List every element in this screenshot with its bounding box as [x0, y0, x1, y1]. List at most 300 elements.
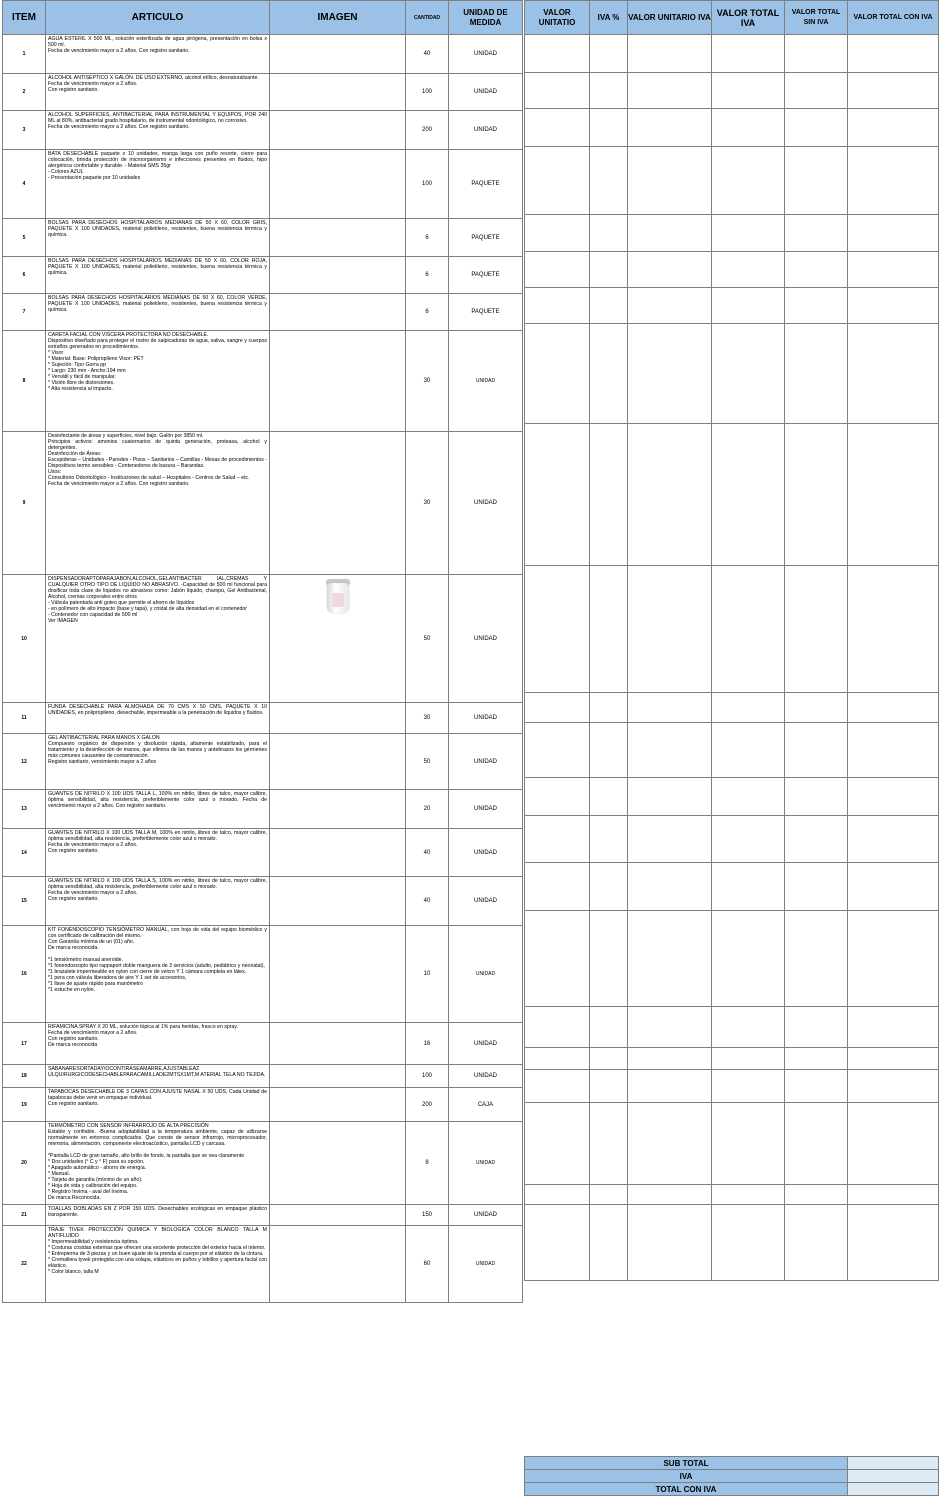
- price-cell-valor-unitario-iva[interactable]: [628, 1007, 712, 1048]
- price-cell-valor-unitario[interactable]: [525, 911, 590, 1007]
- item-quantity: 200: [406, 111, 449, 150]
- price-cell-valor-total-con-iva[interactable]: [848, 147, 939, 215]
- item-unit: UNIDAD: [449, 111, 523, 150]
- item-description: RIFAMICINA SPRAY X 20 ML, solución tópica al 1% para heridas, frasco en spray. Fecha de vencimiento mayor a 2 años. Con registro sanitario. De marca reconocida: [46, 1023, 270, 1065]
- price-cell-valor-total-sin-iva[interactable]: [785, 863, 848, 911]
- price-cell-valor-unitario[interactable]: [525, 424, 590, 566]
- price-cell-iva-pct[interactable]: [590, 73, 628, 109]
- item-description: CARETA FACIAL CON VISCERA PROTECTORA NO DESECHABLE. Dispositivo diseñado para proteger el rostro de salpicaduras de agua, saliva, sangre y cuerpos extraños generados en procedimientos. * Visor * Material: Base: Polipropileno Visor: PET * Sujeción: Tipo Gorra pp * Largo: 230 mm - Ancho:194 mm * Versátil y fácil de manipular. * Visión libre de distorsiones. * Alta resistencia al impacto.: [46, 331, 270, 432]
- price-cell-valor-total-iva[interactable]: [712, 1103, 785, 1185]
- price-row: [525, 911, 939, 1007]
- item-quantity: 100: [406, 1065, 449, 1088]
- price-cell-valor-unitario-iva[interactable]: [628, 1103, 712, 1185]
- price-cell-valor-unitario[interactable]: [525, 1070, 590, 1103]
- price-row: [525, 1007, 939, 1048]
- price-row: [525, 252, 939, 288]
- price-cell-iva-pct[interactable]: [590, 35, 628, 73]
- price-cell-valor-total-con-iva[interactable]: [848, 723, 939, 778]
- item-number: 5: [3, 219, 46, 257]
- price-cell-valor-unitario[interactable]: [525, 288, 590, 324]
- price-row: [525, 288, 939, 324]
- table-row: [3, 1122, 523, 1205]
- item-image-cell: [270, 74, 406, 111]
- item-number: 14: [3, 829, 46, 877]
- item-unit: UNIDAD: [449, 926, 523, 1023]
- item-unit: UNIDAD: [449, 1023, 523, 1065]
- iva-value[interactable]: [848, 1470, 939, 1483]
- header-item: ITEM: [3, 1, 46, 35]
- price-cell-valor-unitario[interactable]: [525, 816, 590, 863]
- price-cell-iva-pct[interactable]: [590, 109, 628, 147]
- item-quantity: 100: [406, 74, 449, 111]
- price-cell-valor-total-iva[interactable]: [712, 1205, 785, 1281]
- total-value[interactable]: [848, 1483, 939, 1496]
- item-description: ALCOHOL SUPERFICIES, ANTIBACTERIAL PARA INSTRUMENTAL Y EQUIPOS, POR 240 ML al 80%, antibacterial grado hospitalario, de instrumental odontológico, no corrosivo. Fecha de vencimiento mayor a 2 años. Con registro sanitario.: [46, 111, 270, 150]
- price-cell-valor-unitario-iva[interactable]: [628, 723, 712, 778]
- price-cell-valor-total-iva[interactable]: [712, 816, 785, 863]
- item-unit: UNIDAD: [449, 1226, 523, 1303]
- item-unit: UNIDAD: [449, 877, 523, 926]
- price-cell-valor-total-iva[interactable]: [712, 147, 785, 215]
- price-cell-valor-total-sin-iva[interactable]: [785, 324, 848, 424]
- price-cell-valor-total-sin-iva[interactable]: [785, 693, 848, 723]
- price-cell-valor-unitario[interactable]: [525, 723, 590, 778]
- table-row: [3, 877, 523, 926]
- table-row: [3, 1023, 523, 1065]
- price-row: [525, 816, 939, 863]
- item-image-cell: [270, 35, 406, 74]
- subtotal-value[interactable]: [848, 1457, 939, 1470]
- price-cell-valor-unitario-iva[interactable]: [628, 324, 712, 424]
- price-cell-valor-total-sin-iva[interactable]: [785, 109, 848, 147]
- price-cell-valor-total-con-iva[interactable]: [848, 252, 939, 288]
- item-number: 9: [3, 432, 46, 575]
- price-row: [525, 147, 939, 215]
- item-description: BOLSAS PARA DESECHOS HOSPITALARIOS MEDIANAS DE 50 X 60, COLOR GRIS, PAQUETE X 100 UNIDADES, material polietileno, resistentes, buena resistencia térmica y química.: [46, 219, 270, 257]
- total-row: [525, 1483, 939, 1496]
- price-cell-valor-unitario[interactable]: [525, 35, 590, 73]
- price-cell-valor-total-sin-iva[interactable]: [785, 566, 848, 693]
- price-cell-valor-unitario-iva[interactable]: [628, 816, 712, 863]
- item-unit: UNIDAD: [449, 829, 523, 877]
- item-quantity: 8: [406, 1122, 449, 1205]
- item-unit: CAJA: [449, 1088, 523, 1122]
- item-unit: UNIDAD: [449, 703, 523, 734]
- price-cell-valor-unitario[interactable]: [525, 778, 590, 816]
- price-cell-valor-unitario-iva[interactable]: [628, 35, 712, 73]
- item-description: Desinfectante de áreas y superficies, nivel bajo. Galón por 3850 ml. Principios activos: amonios cuaternarios de quinta generación, proteasa, alcohol y detergentes. Desinfección de Áreas: Escupideras – Unidades - Paredes - Pisos – Sanitarios – Camillas - Mesas de procedimientos - Dispositivos termo sensibles - Contenedores de basura – Barandas. Usos: Consultorio Odontológico - Instituciones de salud – Hospitales - Centros de Salud – etc. Fecha de vencimiento mayor a 2 años. Con registro sanitario.: [46, 432, 270, 575]
- price-cell-valor-total-con-iva[interactable]: [848, 109, 939, 147]
- price-cell-valor-total-iva[interactable]: [712, 288, 785, 324]
- price-cell-valor-unitario-iva[interactable]: [628, 566, 712, 693]
- item-unit: UNIDAD: [449, 35, 523, 74]
- price-cell-valor-total-iva[interactable]: [712, 252, 785, 288]
- price-cell-valor-unitario[interactable]: [525, 1185, 590, 1205]
- price-cell-valor-total-iva[interactable]: [712, 778, 785, 816]
- header-valor-unitario: VALOR UNITATIO: [525, 1, 590, 35]
- price-cell-valor-total-sin-iva[interactable]: [785, 911, 848, 1007]
- item-quantity: 50: [406, 734, 449, 790]
- item-number: 17: [3, 1023, 46, 1065]
- item-image-cell: [270, 432, 406, 575]
- item-image-cell: [270, 829, 406, 877]
- price-cell-valor-total-iva[interactable]: [712, 911, 785, 1007]
- price-cell-valor-unitario[interactable]: [525, 1205, 590, 1281]
- price-cell-valor-total-sin-iva[interactable]: [785, 73, 848, 109]
- header-valor-total-sin-iva: VALOR TOTAL SIN IVA: [785, 1, 848, 35]
- price-cell-valor-total-con-iva[interactable]: [848, 73, 939, 109]
- item-unit: UNIDAD: [449, 74, 523, 111]
- item-number: 15: [3, 877, 46, 926]
- item-image-cell: [270, 703, 406, 734]
- price-cell-valor-unitario-iva[interactable]: [628, 147, 712, 215]
- price-cell-valor-total-sin-iva[interactable]: [785, 1205, 848, 1281]
- price-cell-valor-total-iva[interactable]: [712, 424, 785, 566]
- price-cell-valor-total-sin-iva[interactable]: [785, 1070, 848, 1103]
- item-quantity: 6: [406, 219, 449, 257]
- price-cell-valor-unitario-iva[interactable]: [628, 215, 712, 252]
- item-quantity: 200: [406, 1088, 449, 1122]
- price-cell-valor-unitario[interactable]: [525, 863, 590, 911]
- price-cell-valor-total-sin-iva[interactable]: [785, 816, 848, 863]
- price-cell-valor-total-iva[interactable]: [712, 1070, 785, 1103]
- price-cell-iva-pct[interactable]: [590, 252, 628, 288]
- item-number: 3: [3, 111, 46, 150]
- price-row: [525, 109, 939, 147]
- item-unit: UNIDAD: [449, 1205, 523, 1226]
- item-image-cell: [270, 150, 406, 219]
- price-cell-iva-pct[interactable]: [590, 1048, 628, 1070]
- total-label: TOTAL CON IVA: [525, 1483, 848, 1496]
- price-cell-valor-total-con-iva[interactable]: [848, 35, 939, 73]
- item-description: GUANTES DE NITRILO X 100 UDS TALLA M, 100% en nitrilo, libres de talco, mayor calibre, óptima sensibilidad, alta resistencia, preferiblemente color azul o morado. Fecha de vencimiento mayor a 2 años. Con registro sanitario.: [46, 829, 270, 877]
- price-row: [525, 324, 939, 424]
- price-cell-valor-total-con-iva[interactable]: [848, 863, 939, 911]
- price-cell-valor-total-sin-iva[interactable]: [785, 1048, 848, 1070]
- price-cell-valor-unitario-iva[interactable]: [628, 1048, 712, 1070]
- table-row: [3, 331, 523, 432]
- price-cell-valor-total-iva[interactable]: [712, 1185, 785, 1205]
- item-description: BOLSAS PARA DESECHOS HOSPITALARIOS MEDIANAS DE 50 X 60, COLOR VERDE, PAQUETE X 100 UNIDADES, material polietileno, resistentes, buena resistencia térmica y química.: [46, 294, 270, 331]
- item-image-cell: [270, 257, 406, 294]
- price-cell-valor-total-iva[interactable]: [712, 566, 785, 693]
- price-cell-valor-unitario-iva[interactable]: [628, 109, 712, 147]
- price-cell-valor-unitario[interactable]: [525, 109, 590, 147]
- subtotal-row: [525, 1457, 939, 1470]
- price-cell-valor-unitario[interactable]: [525, 215, 590, 252]
- price-cell-valor-total-con-iva[interactable]: [848, 1103, 939, 1185]
- header-imagen: IMAGEN: [270, 1, 406, 35]
- item-number: 18: [3, 1065, 46, 1088]
- price-cell-iva-pct[interactable]: [590, 215, 628, 252]
- iva-row: [525, 1470, 939, 1483]
- price-cell-iva-pct[interactable]: [590, 778, 628, 816]
- price-row: [525, 424, 939, 566]
- price-row: [525, 1070, 939, 1103]
- table-row: [3, 219, 523, 257]
- price-cell-valor-total-sin-iva[interactable]: [785, 424, 848, 566]
- price-cell-iva-pct[interactable]: [590, 147, 628, 215]
- price-cell-iva-pct[interactable]: [590, 1007, 628, 1048]
- table-row: [3, 432, 523, 575]
- item-number: 16: [3, 926, 46, 1023]
- table-row: [3, 575, 523, 703]
- item-description: TERMÓMETRO CON SENSOR INFRARROJO DE ALTA PRECISIÓN Estable y confiable. -Buena adaptabilidad a la temperatura ambiente, capaz de utilizarse normalmente en entornos complicados. Que conste de sensor infrarrojo, microprocesador, memoria, alimentación, componente electroacústico, pantalla LCD y carcasa. *Pantalla LCD de gran tamaño, alto brillo de fondo, la pantalla que se vea claramente * Dos unidades (° C y ° F) para su opción. * Apagado automático - ahorro de energía. * Manual. * Tarjeta de garantía (mínimo de un año). * Hoja de vida y calibración del equipo. * Registro Invima - aval del Invima. De marca Reconocida.: [46, 1122, 270, 1205]
- price-cell-valor-total-iva[interactable]: [712, 73, 785, 109]
- item-number: 22: [3, 1226, 46, 1303]
- price-cell-iva-pct[interactable]: [590, 911, 628, 1007]
- table-row: [3, 790, 523, 829]
- price-cell-valor-unitario-iva[interactable]: [628, 863, 712, 911]
- item-number: 13: [3, 790, 46, 829]
- price-cell-valor-unitario-iva[interactable]: [628, 252, 712, 288]
- price-cell-valor-total-con-iva[interactable]: [848, 778, 939, 816]
- price-cell-valor-unitario[interactable]: [525, 73, 590, 109]
- price-cell-valor-total-iva[interactable]: [712, 109, 785, 147]
- price-row: [525, 778, 939, 816]
- item-quantity: 30: [406, 432, 449, 575]
- item-unit: UNIDAD: [449, 1065, 523, 1088]
- price-cell-valor-total-con-iva[interactable]: [848, 424, 939, 566]
- table-row: [3, 926, 523, 1023]
- header-valor-total-iva: VALOR TOTAL IVA: [712, 1, 785, 35]
- price-cell-valor-unitario[interactable]: [525, 693, 590, 723]
- header-iva-pct: IVA %: [590, 1, 628, 35]
- price-cell-valor-total-con-iva[interactable]: [848, 816, 939, 863]
- item-description: DISPENSADORAPTOPARAJABON,ALCOHOL,GELANTIBACTER IAL,CREMAS Y CUALQUIER OTRO TIPO DE LIQUIDO NO ABRASIVO. -Capacidad de 500 ml funcional para dosificar toda clase de líquidos no abrasivos como: Jabón líquido, champú, Gel Antibacterial, Alcohol, cremas corporales entre otros - Válvula patentada anti goteo que permite el ahorro de líquidos - en polímero de alto impacto (base y tapa), y cristal de alta densidad en el contenedor - Contenedor con capacidad de 500 ml Ver IMAGEN: [46, 575, 270, 703]
- item-description: KIT FONENDOSCOPIO TENSIÓMETRO MANUAL, con hoja de vida del equipo biomédico y con certificado de calibración del mismo. Con Garantía mínima de un (01) año. De marca reconocida. *1 tensiómetro manual aneroide. *1 fonendoscopio tipo rappaport doble manguera de 3 servicios (adulto, pediátrico y neonatal), *1 brazalete impermeable en nylon con cierre de velcro Y 1 cámara completa en látex. *1 pera con válvula liberadora de aire Y 1 set de accesorios, *1 llave de ajuste rápido para manómetro *1 estuche en nylon.: [46, 926, 270, 1023]
- price-row: [525, 566, 939, 693]
- item-image-cell: [270, 1122, 406, 1205]
- price-cell-valor-total-con-iva[interactable]: [848, 911, 939, 1007]
- price-cell-valor-unitario[interactable]: [525, 252, 590, 288]
- price-cell-valor-total-iva[interactable]: [712, 863, 785, 911]
- price-row: [525, 1205, 939, 1281]
- table-row: [3, 111, 523, 150]
- item-unit: UNIDAD: [449, 734, 523, 790]
- price-cell-valor-unitario-iva[interactable]: [628, 1185, 712, 1205]
- table-row: [3, 257, 523, 294]
- item-quantity: 30: [406, 331, 449, 432]
- price-cell-valor-total-iva[interactable]: [712, 324, 785, 424]
- price-cell-valor-total-con-iva[interactable]: [848, 693, 939, 723]
- items-table: [2, 0, 523, 1303]
- price-row: [525, 723, 939, 778]
- item-quantity: 20: [406, 790, 449, 829]
- price-cell-valor-total-con-iva[interactable]: [848, 324, 939, 424]
- price-cell-valor-unitario[interactable]: [525, 1007, 590, 1048]
- price-cell-iva-pct[interactable]: [590, 693, 628, 723]
- table-row: [3, 1065, 523, 1088]
- item-unit: UNIDAD: [449, 575, 523, 703]
- price-cell-valor-total-sin-iva[interactable]: [785, 1103, 848, 1185]
- price-cell-valor-total-iva[interactable]: [712, 693, 785, 723]
- table-row: [3, 35, 523, 74]
- item-image-cell: [270, 331, 406, 432]
- table-row: [3, 734, 523, 790]
- item-number: 1: [3, 35, 46, 74]
- item-image-cell: [270, 1226, 406, 1303]
- item-quantity: 10: [406, 926, 449, 1023]
- item-image-cell: [270, 219, 406, 257]
- item-description: BATA DESECHABLE paquete x 10 unidades, manga larga con puño resorte, cierre para colocación, brinda protección de microorganismo e infecciones presentes en fluidos, hipo alergénica confortable y durable. - Material SMS 35gr - Colores AZUL - Presentación paquete por 10 unidades: [46, 150, 270, 219]
- item-image-cell: [270, 575, 406, 703]
- item-quantity: 16: [406, 1023, 449, 1065]
- price-cell-valor-total-sin-iva[interactable]: [785, 252, 848, 288]
- price-cell-valor-total-sin-iva[interactable]: [785, 215, 848, 252]
- item-quantity: 50: [406, 575, 449, 703]
- price-cell-valor-total-sin-iva[interactable]: [785, 288, 848, 324]
- item-description: SABANARESORTADAY/OCONTIRASEAMARRE,AJUSTABLEAZ ULQUIRURGICODESECHABLEPARACAMILLADE2MTSX1MT,M ATERIAL TELA NO TEJIDA.: [46, 1065, 270, 1088]
- item-number: 19: [3, 1088, 46, 1122]
- item-image-cell: [270, 926, 406, 1023]
- item-quantity: 40: [406, 877, 449, 926]
- table-row: [3, 74, 523, 111]
- table-row: [3, 1205, 523, 1226]
- price-cell-iva-pct[interactable]: [590, 723, 628, 778]
- price-cell-valor-total-con-iva[interactable]: [848, 1007, 939, 1048]
- price-cell-valor-unitario[interactable]: [525, 147, 590, 215]
- price-cell-iva-pct[interactable]: [590, 1070, 628, 1103]
- price-cell-iva-pct[interactable]: [590, 1205, 628, 1281]
- price-cell-valor-total-iva[interactable]: [712, 1048, 785, 1070]
- item-unit: UNIDAD: [449, 432, 523, 575]
- price-cell-valor-unitario[interactable]: [525, 566, 590, 693]
- price-cell-valor-total-con-iva[interactable]: [848, 1070, 939, 1103]
- price-cell-valor-unitario-iva[interactable]: [628, 288, 712, 324]
- item-number: 2: [3, 74, 46, 111]
- item-description: FUNDA DESECHABLE PARA ALMOHADA DE 70 CMS X 50 CMS, PAQUETE X 10 UNIDADES, en polipropileno, desechable, impermeable a la penetración de líquidos y fluidos.: [46, 703, 270, 734]
- table-row: [3, 1088, 523, 1122]
- price-cell-valor-total-sin-iva[interactable]: [785, 1185, 848, 1205]
- item-quantity: 30: [406, 703, 449, 734]
- price-cell-valor-unitario[interactable]: [525, 324, 590, 424]
- item-number: 12: [3, 734, 46, 790]
- item-description: ALCOHOL ANTISEPTICO X GALÓN. DE USO EXTERNO, alcohol etílico, desnaturalizante. Fecha de vencimiento mayor a 2 años. Con registro sanitario.: [46, 74, 270, 111]
- price-cell-valor-total-con-iva[interactable]: [848, 1205, 939, 1281]
- item-description: TAPABOCAS DESECHABLE DE 3 CAPAS CON AJUSTE NASAL X 50 UDS, Cada Unidad de tapabocas debe venir en empaque individual. Con registro sanitario.: [46, 1088, 270, 1122]
- item-unit: PAQUETE: [449, 150, 523, 219]
- table-row: [3, 150, 523, 219]
- price-row: [525, 35, 939, 73]
- price-row: [525, 863, 939, 911]
- price-row: [525, 1185, 939, 1205]
- price-cell-valor-total-con-iva[interactable]: [848, 215, 939, 252]
- item-image-cell: [270, 294, 406, 331]
- price-cell-iva-pct[interactable]: [590, 424, 628, 566]
- item-number: 20: [3, 1122, 46, 1205]
- item-image-cell: [270, 877, 406, 926]
- price-cell-valor-unitario-iva[interactable]: [628, 73, 712, 109]
- prices-table-header: [525, 1, 939, 35]
- table-row: [3, 703, 523, 734]
- header-cantidad: CANTIDAD: [406, 1, 449, 35]
- item-quantity: 40: [406, 35, 449, 74]
- item-unit: UNIDAD: [449, 1122, 523, 1205]
- item-quantity: 150: [406, 1205, 449, 1226]
- price-cell-valor-unitario-iva[interactable]: [628, 1205, 712, 1281]
- price-cell-iva-pct[interactable]: [590, 566, 628, 693]
- price-cell-iva-pct[interactable]: [590, 816, 628, 863]
- item-number: 21: [3, 1205, 46, 1226]
- price-cell-valor-unitario-iva[interactable]: [628, 693, 712, 723]
- price-cell-iva-pct[interactable]: [590, 1185, 628, 1205]
- item-quantity: 6: [406, 257, 449, 294]
- prices-table: [524, 0, 939, 1281]
- item-unit: UNIDAD: [449, 331, 523, 432]
- item-description: GUANTES DE NITRILO X 100 UDS TALLA L, 100% en nitrilo, libres de talco, mayor calibre, óptima sensibilidad, alta resistencia, preferiblemente color azul o morado. Fecha de vencimiento mayor a 2 años. Con registro sanitario.: [46, 790, 270, 829]
- header-valor-unitario-iva: VALOR UNITARIO IVA: [628, 1, 712, 35]
- price-cell-valor-total-con-iva[interactable]: [848, 288, 939, 324]
- item-quantity: 60: [406, 1226, 449, 1303]
- item-image-cell: [270, 734, 406, 790]
- item-description: GUANTES DE NITRILO X 100 UDS TALLA S, 100% en nitrilo, libres de talco, mayor calibre, óptima sensibilidad, alta resistencia, preferiblemente color azul o morado. Fecha de vencimiento mayor a 2 años. Con registro sanitario.: [46, 877, 270, 926]
- price-cell-valor-total-sin-iva[interactable]: [785, 723, 848, 778]
- item-image-cell: [270, 1023, 406, 1065]
- item-unit: PAQUETE: [449, 219, 523, 257]
- price-cell-valor-unitario[interactable]: [525, 1048, 590, 1070]
- item-number: 4: [3, 150, 46, 219]
- item-description: TRAJE TIVEK PROTECCIÓN QUIMICA Y BIOLOGICA COLOR BLANCO TALLA M ANTIFLUIDO * Impermeabilidad y resistencia óptima. * Costuras cosidas externas que ofrecen una excelente protección del exterior hacia el interior. * Entrepierna de 3 piezas y un buen ajuste de la prenda al cuerpo por el elástico de la cintura. * Cremallera tyvek protegida con una solapa, elásticos en puños y tobillos y apertura facial con elástico. * Color blanco, talla M: [46, 1226, 270, 1303]
- price-cell-valor-total-con-iva[interactable]: [848, 1048, 939, 1070]
- price-cell-iva-pct[interactable]: [590, 288, 628, 324]
- item-number: 11: [3, 703, 46, 734]
- item-description: TOALLAS DOBLADAS EN Z POR 150 UDS. Desechables ecológicas en empaque plástico transparente.: [46, 1205, 270, 1226]
- price-cell-valor-total-iva[interactable]: [712, 215, 785, 252]
- price-cell-valor-total-con-iva[interactable]: [848, 1185, 939, 1205]
- item-quantity: 40: [406, 829, 449, 877]
- price-row: [525, 215, 939, 252]
- price-cell-valor-total-iva[interactable]: [712, 1007, 785, 1048]
- item-image-cell: [270, 1088, 406, 1122]
- price-cell-valor-total-iva[interactable]: [712, 35, 785, 73]
- subtotal-label: SUB TOTAL: [525, 1457, 848, 1470]
- price-row: [525, 1103, 939, 1185]
- price-cell-valor-total-sin-iva[interactable]: [785, 147, 848, 215]
- item-description: GEL ANTIBACTERIAL PARA MANOS X GALON Compuesto orgánico de dispersión y disolución rápida, altamente estabilizado, para el tratamiento y la desinfección de manos, que elimina de las manos y antebrazos los gérmenes más comunes causantes de contaminación. Registro sanitario, vencimiento mayor a 2 años: [46, 734, 270, 790]
- price-row: [525, 73, 939, 109]
- item-unit: UNIDAD: [449, 790, 523, 829]
- price-cell-iva-pct[interactable]: [590, 1103, 628, 1185]
- table-row: [3, 294, 523, 331]
- item-number: 10: [3, 575, 46, 703]
- price-cell-valor-unitario[interactable]: [525, 1103, 590, 1185]
- price-cell-valor-unitario-iva[interactable]: [628, 424, 712, 566]
- iva-label: IVA: [525, 1470, 848, 1483]
- price-cell-iva-pct[interactable]: [590, 863, 628, 911]
- price-cell-valor-total-con-iva[interactable]: [848, 566, 939, 693]
- price-row: [525, 1048, 939, 1070]
- price-cell-valor-unitario-iva[interactable]: [628, 911, 712, 1007]
- price-cell-valor-unitario-iva[interactable]: [628, 1070, 712, 1103]
- table-row: [3, 1226, 523, 1303]
- item-description: AGUA ESTERIL X 500 ML, solución esterilizada de agua pirógena, presentación en bolsa x 500 ml. Fecha de vencimiento mayor a 2 años. Con registro sanitario.: [46, 35, 270, 74]
- price-cell-valor-total-iva[interactable]: [712, 723, 785, 778]
- header-articulo: ARTICULO: [46, 1, 270, 35]
- item-image-cell: [270, 111, 406, 150]
- price-cell-valor-total-sin-iva[interactable]: [785, 1007, 848, 1048]
- price-cell-valor-total-sin-iva[interactable]: [785, 778, 848, 816]
- items-table-header: [3, 1, 523, 35]
- totals-table: [524, 1456, 939, 1496]
- item-description: BOLSAS PARA DESECHOS HOSPITALARIOS MEDIANAS DE 50 X 60, COLOR ROJA, PAQUETE X 100 UNIDADES, material polietileno, resistentes, buena resistencia térmica y química.: [46, 257, 270, 294]
- table-row: [3, 829, 523, 877]
- price-cell-valor-unitario-iva[interactable]: [628, 778, 712, 816]
- price-cell-valor-total-sin-iva[interactable]: [785, 35, 848, 73]
- item-unit: PAQUETE: [449, 294, 523, 331]
- price-cell-iva-pct[interactable]: [590, 324, 628, 424]
- item-image-cell: [270, 790, 406, 829]
